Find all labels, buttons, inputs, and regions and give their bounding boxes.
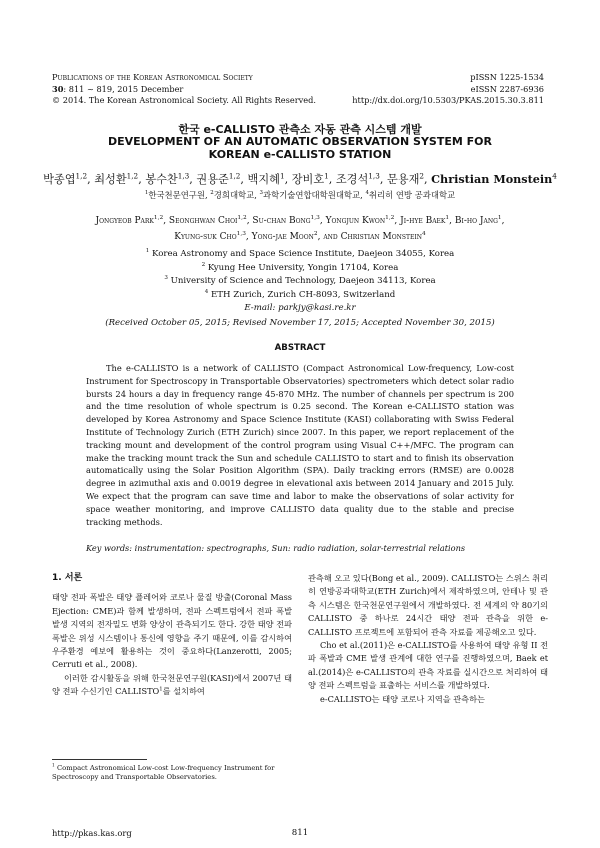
affiliations-english (40, 248, 560, 316)
author-sup: 1,2 (126, 171, 139, 181)
affiliation: $^2$ Kyung Hee University, Yongin 17104, Korea (201, 261, 399, 273)
column-left (52, 572, 292, 699)
column-right (308, 572, 548, 706)
author-en: Yongjun Kwon (325, 216, 386, 226)
paragraph: 관측해 오고 있다(Bong et al., 2009). CALLISTO는 스위스 취리히 연방공과대학교(ETH Zurich)에서 제작하였으며, 안테나 및 관측 시스템은 한국천문연구원에서 개발하였다. 전 세계의 약 80기의 CALLISTO 중 하나로 24시간 태양 전파 관측을 위한 e-CALLISTO 프로젝트에 포함되어 관측 자료를 제공해오고 있다. (308, 573, 548, 637)
paragraph: 태양 전파 폭발은 태양 플레어와 코로나 물질 방출(Coronal Mass Ejection: CME)과 함께 발생하며, 전파 스펙트럼에서 전파 폭발 발생 지역의 전자밀도 변화 양상이 관측되기도 한다. 강한 태양 전파 폭발은 위성 시스템이나 통신에 영향을 주기 때문에, 이를 감시하여 우주환경 예보에 활용하는 것이 중요하다(Lanzerotti, 2005; Cerruti et al., 2008). (52, 592, 292, 670)
author-en: and Christian Monstein (323, 231, 423, 242)
author-ko: 봉수찬 (145, 173, 178, 186)
abstract-title: ABSTRACT (274, 343, 326, 353)
pissn: pISSN 1225-1534 (470, 72, 544, 82)
footnote-marker[interactable]: 1 (159, 686, 163, 693)
journal-name: Publications of the Korean Astronomical Society (52, 72, 253, 82)
affil-sup: 3 (164, 275, 168, 282)
author-sup: 1,2 (228, 171, 241, 181)
author-sup: 4 (552, 171, 557, 181)
volume-pages: : 811 ~ 819, 2015 December (63, 83, 184, 94)
journal-header (52, 72, 352, 107)
author-sup: 1 (279, 171, 285, 181)
footnote (52, 764, 292, 783)
page-number: 811 (291, 828, 309, 838)
eissn: eISSN 2287-6936 (470, 83, 544, 94)
authors-english (40, 214, 560, 245)
author-sup: 1,2 (153, 215, 164, 221)
author-sup: 1 (324, 171, 329, 181)
author-sup: 2 (313, 230, 318, 237)
author-sup: 1,2 (385, 215, 395, 221)
doi-link[interactable]: http://dx.doi.org/10.5303/PKAS.2015.30.3.811 (352, 95, 544, 105)
title-korean: 한국 e-CALLISTO 관측소 자동 관측 시스템 개발 (178, 123, 422, 136)
volume-line (52, 84, 352, 96)
author-ko: 조경석 (335, 173, 369, 186)
author-ko: 문용재 (386, 173, 420, 186)
keywords: Key words: instrumentation: spectrographs, Sun: radio radiation, solar-terrestrial relations (86, 543, 466, 553)
author-en: Jongyeob Park (95, 216, 154, 226)
affil-sup: 4 (365, 190, 369, 197)
author-en: Bi-ho Jang (454, 216, 498, 226)
affil-sup: 2 (201, 261, 206, 268)
abstract-body: The e-CALLISTO is a network of CALLISTO (Compact Astronomical Low-frequency, Low-cost Instrument for Spectroscopy in Transportable Observatories) spectrometers which detect solar radio bursts 24 hours a day in frequency range 45-870 MHz. The number of channels per spectrum is 200 and the time resolution of whole spectrum is 0.25 second. The Korean e-CALLISTO station was developed by Korea Astronomy and Space Science Institute (KASI) collaborating with Swiss Federal Institute of Technology Zurich (ETH Zurich) since 2007. In this paper, we report replacement of the tracking mount and development of the control program using Visual C++/MFC. The program can make the tracking mount track the Sun and schedule CALLISTO to start and to finish its observation automatically using the Solar Position Algorithm (SPA). Daily tracking errors (RMSE) are 0.0028 degree in azimuthal axis and 0.0019 degree in elevational axis between 2014 January and 2015 July. We expect that the program can save time and labor to make the observations of solar activity for space weather monitoring, and improve CALLISTO data quality due to the stable and precise tracking methods. (86, 363, 514, 527)
author-sup: 4 (422, 230, 426, 237)
paragraph-text: 를 설치하여 (162, 686, 205, 697)
affiliation: $^3$ University of Science and Technology, Daejeon 34113, Korea (164, 275, 436, 287)
author-sup: 1 (497, 215, 502, 221)
paragraph-text: 이러한 감시활동을 위해 한국천문연구원(KASI)에서 2007년 태양 전파 수신기인 CALLISTO (52, 672, 292, 697)
author-sup: 1,3 (310, 215, 320, 221)
affiliation: $^4$ ETH Zurich, Zurich CH-8093, Switzerland (204, 288, 396, 300)
paragraph (52, 672, 292, 699)
affiliations-korean (40, 189, 560, 201)
affil-sup: 1 (145, 248, 150, 255)
authors-english-line2: Kyung-suk Cho$^{1,3}$, Yong-jae Moon$^2$, and Christian Monstein$^4$ (174, 230, 426, 242)
paragraph: e-CALLISTO는 태양 코로나 지역을 관측하는 (320, 693, 485, 704)
affil-ko: 경희대학교, (213, 190, 260, 200)
affil-ko: 과학기술연합대학원대학교, (263, 190, 366, 200)
footnote-sup: 1 (52, 763, 55, 769)
author-en: Ji-hye Baek (400, 216, 446, 226)
received-dates: (Received October 05, 2015; Revised November 17, 2015; Accepted November 30, 2015) (105, 318, 495, 328)
author-sup: 1,2 (75, 171, 88, 181)
issn-header (314, 72, 544, 107)
author-ko: 장비호 (291, 173, 325, 186)
author-ko: 최성환 (94, 173, 127, 186)
author-sup: 1,3 (236, 230, 246, 237)
author-ko: 박종엽 (43, 173, 76, 186)
author-sup: 1,2 (237, 215, 247, 221)
affil-sup: 3 (259, 190, 264, 197)
author-ko: Christian Monstein (431, 172, 553, 186)
copyright-line: © 2014. The Korean Astronomical Society. All Rights Reserved. (52, 95, 316, 105)
author-en: Su-chan Bong (252, 216, 311, 226)
affil-ko: 취리히 연방 공과대학교 (368, 190, 456, 200)
author-ko: 백지혜 (247, 173, 280, 186)
affil-sup: 2 (210, 190, 214, 197)
footnote-text: Compact Astronomical Low-cost Low-frequency Instrument for Spectroscopy and Transportable Observatories. (52, 764, 275, 782)
footnote-rule (52, 759, 147, 760)
title-english-line1: DEVELOPMENT OF AN AUTOMATIC OBSERVATION SYSTEM FOR (107, 135, 492, 148)
affiliation-list (40, 248, 560, 302)
authors-english-line1: Jongyeob Park$^{1,2}$, Seonghwan Choi$^{1,2}$, Su-chan Bong$^{1,3}$, Yongjun Kwon$^{1,2}$, Ji-hye Baek$^1$, Bi-ho Jang$^1$, (95, 215, 505, 226)
email[interactable]: E-mail: parkjy@kasi.re.kr (244, 303, 356, 314)
affil-sup: 4 (204, 288, 209, 295)
author-en: Seonghwan Choi (168, 216, 238, 226)
paragraph: Cho et al.(2011)은 e-CALLISTO를 사용하여 태양 유형 II 전파 폭발과 CME 발생 관계에 대한 연구를 진행하였으며, Baek et al.(2014)은 e-CALLISTO의 관측 자료를 실시간으로 처리하여 태양 전파 스펙트럼을 표출하는 서비스를 개발하였다. (308, 640, 548, 691)
author-sup: 1,3 (177, 171, 190, 181)
authors-korean: 박종엽$^{1,2}$, 최성환$^{1,2}$, 봉수찬$^{1,3}$, 권용준$^{1,2}$, 백지혜$^1$, 장비호$^1$, 조경석$^{1,3}$, 문용재$^2$, Christian Monstein$^4$ (43, 171, 557, 186)
affiliation: $^1$ Korea Astronomy and Space Science Institute, Daejeon 34055, Korea (145, 248, 455, 259)
affil-ko: 한국천문연구원, (148, 190, 211, 200)
section-title: 1. 서론 (52, 573, 83, 583)
volume-number: 30 (52, 83, 64, 94)
footer-url[interactable]: http://pkas.kas.org (52, 828, 132, 838)
author-en: Yong-jae Moon (251, 231, 314, 242)
author-sup: 1,3 (368, 171, 380, 181)
author-sup: 2 (419, 171, 425, 181)
author-en: Kyung-suk Cho (174, 231, 237, 242)
author-ko: 권용준 (196, 173, 229, 186)
author-sup: 1 (445, 215, 450, 221)
affil-sup: 1 (144, 190, 149, 197)
title-english-line2: KOREAN e-CALLISTO STATION (208, 148, 392, 161)
